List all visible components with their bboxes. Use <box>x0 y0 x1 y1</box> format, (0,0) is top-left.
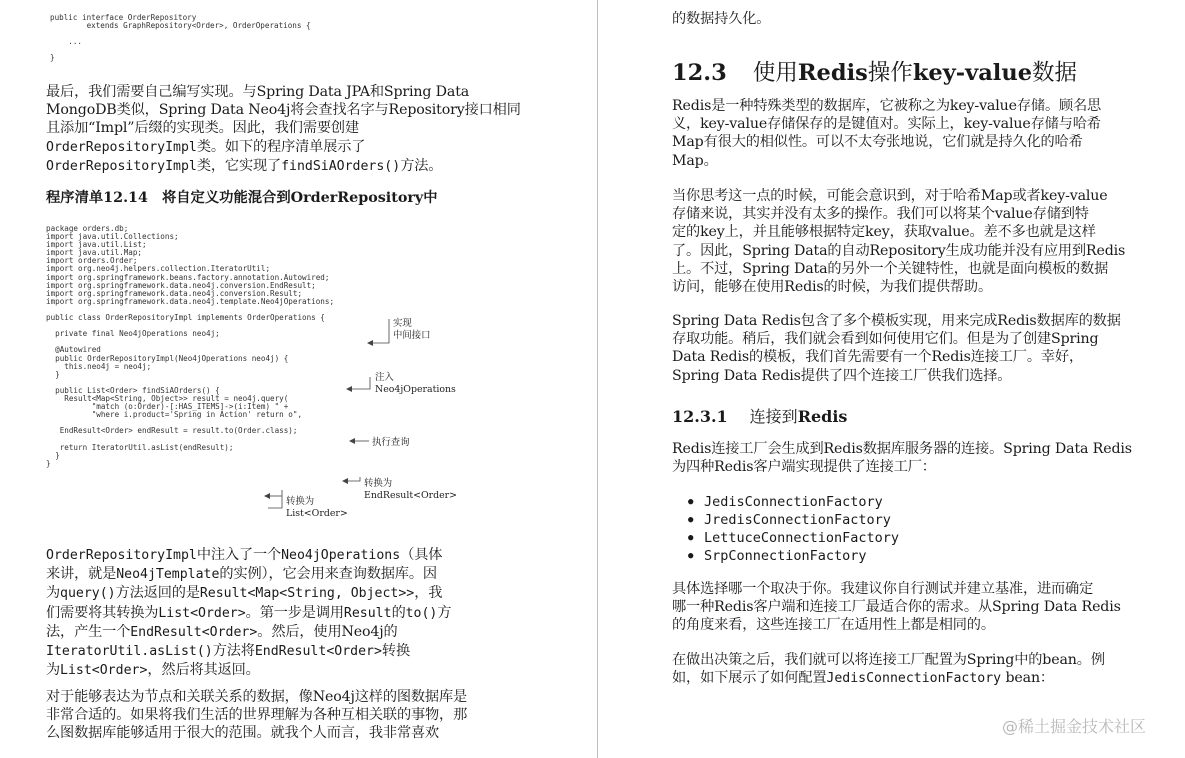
text-run: 们需要将其转换为 <box>46 604 159 621</box>
heading-text: 数据 <box>1032 60 1078 86</box>
text-line: 义，key-value存储保存的是键值对。实际上，key-value存储与哈希 <box>672 116 1101 133</box>
text-line: MongoDB类似，Spring Data Neo4j将会查找名字与Repository接口相同 <box>46 102 521 119</box>
inline-code: EndResult<Order> <box>130 624 258 640</box>
text-run: 的 <box>391 604 406 621</box>
right-paragraph-4 <box>672 440 1150 476</box>
inline-code: to() <box>405 605 438 621</box>
heading-text: 使用 <box>752 60 798 86</box>
annotation-arrow-4 <box>340 475 364 495</box>
heading-text: Redis <box>797 407 848 426</box>
text-line: Spring Data Redis提供了四个连接工厂供我们选择。 <box>672 367 1012 384</box>
text-run: 为 <box>46 662 61 679</box>
inline-code: List<Order> <box>60 663 148 679</box>
text-line <box>46 546 526 565</box>
text-line: 非常合适的。如果将我们生活的世界理解为各种互相关联的事物，那 <box>46 707 468 724</box>
text-line <box>46 157 526 176</box>
text-run: 。第一步是调用 <box>245 604 344 621</box>
text-run: bean： <box>1001 670 1054 687</box>
text-line <box>46 584 526 603</box>
text-run: 转换 <box>381 643 410 660</box>
text-line: 么图数据库能够适用于很大的范围。就我个人而言，我非常喜欢 <box>46 725 440 742</box>
text-line: 的角度来看，这些连接工厂在适用性上都是相同的。 <box>672 617 995 634</box>
annotation-implement-interface <box>393 318 431 341</box>
annotation-line: 转换为 <box>364 478 393 489</box>
annotation-arrow-1 <box>365 317 395 347</box>
inline-code: Neo4jTemplate <box>116 567 220 583</box>
annotation-run-query <box>372 437 410 449</box>
left-paragraph-1 <box>46 83 526 176</box>
heading-text: 连接到 <box>749 407 798 426</box>
interface-code-snippet: public interface OrderRepository extends GraphRepository<Order>, OrderOperations { ... } <box>50 13 311 63</box>
right-page <box>598 0 1185 758</box>
text-line: 为四种Redis客户端实现提供了连接工厂： <box>672 459 936 476</box>
listing-code: package orders.db; import java.util.Collections; import java.util.List; import java.util.Map; import orders.Order; import org.neo4j.helpers.collection.IteratorUtil; import org.springframework.beans.factory.annotation.Autowired; import org.springframework.data.neo4j.conversion.EndResult; import org.springframework.data.neo4j.conversion.Result; import org.springframework.data.neo4j.template.Neo4jOperations; public class OrderRepositoryImpl implements OrderOperations { private final Neo4jOperations neo4j; @Autowired public OrderRepositoryImpl(Neo4jOperations neo4j) { this.neo4j = neo4j; } public List<Order> findSiAOrders() { Result<Map<String, Object>> result = neo4j.query( "match (o:Order)-[:HAS_ITEMS]->(i:Item) " + "where i.product='Spring in Action' return o", EndResult<Order> endResult = result.to(Order.class); return IteratorUtil.asList(endResult); } } <box>46 224 335 468</box>
text-run: 如，如下展示了如何配置 <box>672 670 827 687</box>
right-top-line <box>672 10 1150 28</box>
annotation-line: 实现 <box>393 318 412 329</box>
right-paragraph-3 <box>672 312 1150 385</box>
section-heading <box>672 55 1077 87</box>
annotation-arrow-5 <box>262 488 288 518</box>
inline-code: findSiAOrders() <box>281 158 401 174</box>
text-line: 在做出决策之后，我们就可以将连接工厂配置为Spring中的bean。例 <box>672 652 1105 668</box>
inline-code: Result <box>343 605 392 621</box>
annotation-line: List<Order> <box>286 507 348 519</box>
heading-text: Redis <box>797 60 868 86</box>
text-line: 上。不过，Spring Data的另外一个关键特性，也就是面向模板的数据 <box>672 260 1109 277</box>
text-line: Data Redis的模板，我们首先需要有一个Redis连接工厂。幸好， <box>672 349 1083 366</box>
text-line <box>46 604 526 623</box>
text-line: 了。因此，Spring Data的自动Repository生成功能并没有应用到Redis <box>672 242 1126 259</box>
annotation-to-endresult <box>364 478 457 501</box>
list-item: ● SrpConnectionFactory <box>688 547 899 565</box>
text-line <box>46 565 526 584</box>
text-line <box>46 623 526 642</box>
annotation-arrow-2 <box>344 375 374 395</box>
text-line: Redis连接工厂会生成到Redis数据库服务器的连接。Spring Data Redis <box>672 441 1132 457</box>
text-run: 方 <box>437 604 452 621</box>
text-line: 哪一种Redis客户端和连接工厂最适合你的需求。从Spring Data Redis <box>672 599 1121 616</box>
listing-caption <box>46 189 438 207</box>
text-run: 方法返回的是 <box>115 585 200 602</box>
annotation-inject <box>375 372 456 395</box>
heading-text: 操作 <box>867 60 913 86</box>
list-item: ● JedisConnectionFactory <box>688 493 899 511</box>
text-line: 存储来说，其实并没有太多的操作。我们可以将某个value存储到特 <box>672 206 1089 223</box>
right-paragraph-6 <box>672 651 1150 688</box>
right-paragraph-1 <box>672 97 1150 170</box>
annotation-line: EndResult<Order> <box>364 489 458 501</box>
text-run: ，我 <box>414 585 443 602</box>
text-line <box>46 642 526 661</box>
text-line <box>46 138 526 157</box>
text-line: Spring Data Redis包含了多个模板实现，用来完成Redis数据库的数据 <box>672 313 1121 329</box>
inline-code: OrderRepositoryImpl <box>46 139 197 155</box>
text-run: （具体 <box>400 547 443 563</box>
inline-code: EndResult<Order> <box>254 644 382 660</box>
text-run: 来讲，就是 <box>46 566 117 583</box>
text-line: 访问，能够在使用Redis的时候，为我们提供帮助。 <box>672 279 992 296</box>
inline-code: Result<Map<String, Object>> <box>199 586 415 602</box>
text-run: 为 <box>46 585 61 602</box>
left-paragraph-2 <box>46 546 526 680</box>
text-run: 。然后，使用Neo4j的 <box>257 623 398 640</box>
section-number: 12.3 <box>672 60 727 86</box>
text-line: 对于能够表达为节点和关联关系的数据，像Neo4j这样的图数据库是 <box>46 689 468 705</box>
annotation-line: 执行查询 <box>372 437 410 448</box>
watermark: @稀土掘金技术社区 <box>1002 717 1147 736</box>
text-run: 的实例），它会用来查询数据库。因 <box>219 566 437 583</box>
heading-text: key-value <box>912 60 1033 86</box>
inline-code: query() <box>60 586 116 602</box>
text-run: 中注入了一个 <box>196 547 282 563</box>
text-line <box>672 669 1150 688</box>
text-line: Map。 <box>672 152 718 169</box>
inline-code: List<Order> <box>158 605 246 621</box>
annotation-line: Neo4jOperations <box>375 383 456 395</box>
inline-code: Neo4jOperations <box>281 548 401 563</box>
right-paragraph-2 <box>672 187 1150 296</box>
text-run: 法，产生一个 <box>46 623 131 640</box>
annotation-to-list <box>286 496 348 519</box>
text-run: ，然后将其返回。 <box>147 662 260 679</box>
annotation-line: 转换为 <box>286 496 315 507</box>
text-line: 最后，我们需要自己编写实现。与Spring Data JPA和Spring Data <box>46 84 470 100</box>
text-line <box>46 661 526 680</box>
text-line: 的数据持久化。 <box>672 11 771 27</box>
text-run: 类。如下的程序清单展示了 <box>196 138 366 155</box>
text-line: 且添加“Impl”后缀的实现类。因此，我们需要创建 <box>46 120 359 137</box>
inline-code: OrderRepositoryImpl <box>46 548 197 563</box>
listing-title: 将自定义功能混合到OrderRepository中 <box>161 190 438 206</box>
text-line: 存取功能。稍后，我们就会看到如何使用它们。但是为了创建Spring <box>672 331 1099 348</box>
text-run: 方法。 <box>400 157 443 174</box>
listing-number: 程序清单12.14 <box>46 190 148 206</box>
subsection-heading <box>672 404 847 427</box>
list-item: ● LettuceConnectionFactory <box>688 529 899 547</box>
inline-code: OrderRepositoryImpl <box>46 158 197 174</box>
text-line: 定的key上，并且能够根据特定key，获取value。差不多也就是这样 <box>672 224 1096 241</box>
subsection-number: 12.3.1 <box>672 407 728 426</box>
text-line: 具体选择哪一个取决于你。我建议你自行测试并建立基准，进而确定 <box>672 581 1094 597</box>
text-run: 方法将 <box>212 643 255 660</box>
annotation-arrow-3 <box>347 436 371 446</box>
text-line: Redis是一种特殊类型的数据库，它被称之为key-value存储。顾名思 <box>672 98 1102 114</box>
left-paragraph-3 <box>46 688 526 743</box>
connection-factory-list <box>688 493 899 565</box>
text-run: 类，它实现了 <box>196 157 282 174</box>
inline-code: JedisConnectionFactory <box>826 671 1002 687</box>
text-line: 当你思考这一点的时候，可能会意识到，对于哈希Map或者key-value <box>672 188 1108 204</box>
right-paragraph-5 <box>672 580 1150 635</box>
annotation-line: 中间接口 <box>393 329 431 341</box>
annotation-line: 注入 <box>375 372 394 383</box>
text-line: Map有很大的相似性。可以不太夸张地说，它们就是持久化的哈希 <box>672 134 1083 151</box>
inline-code: IteratorUtil.asList() <box>46 644 213 660</box>
list-item: ● JredisConnectionFactory <box>688 511 899 529</box>
